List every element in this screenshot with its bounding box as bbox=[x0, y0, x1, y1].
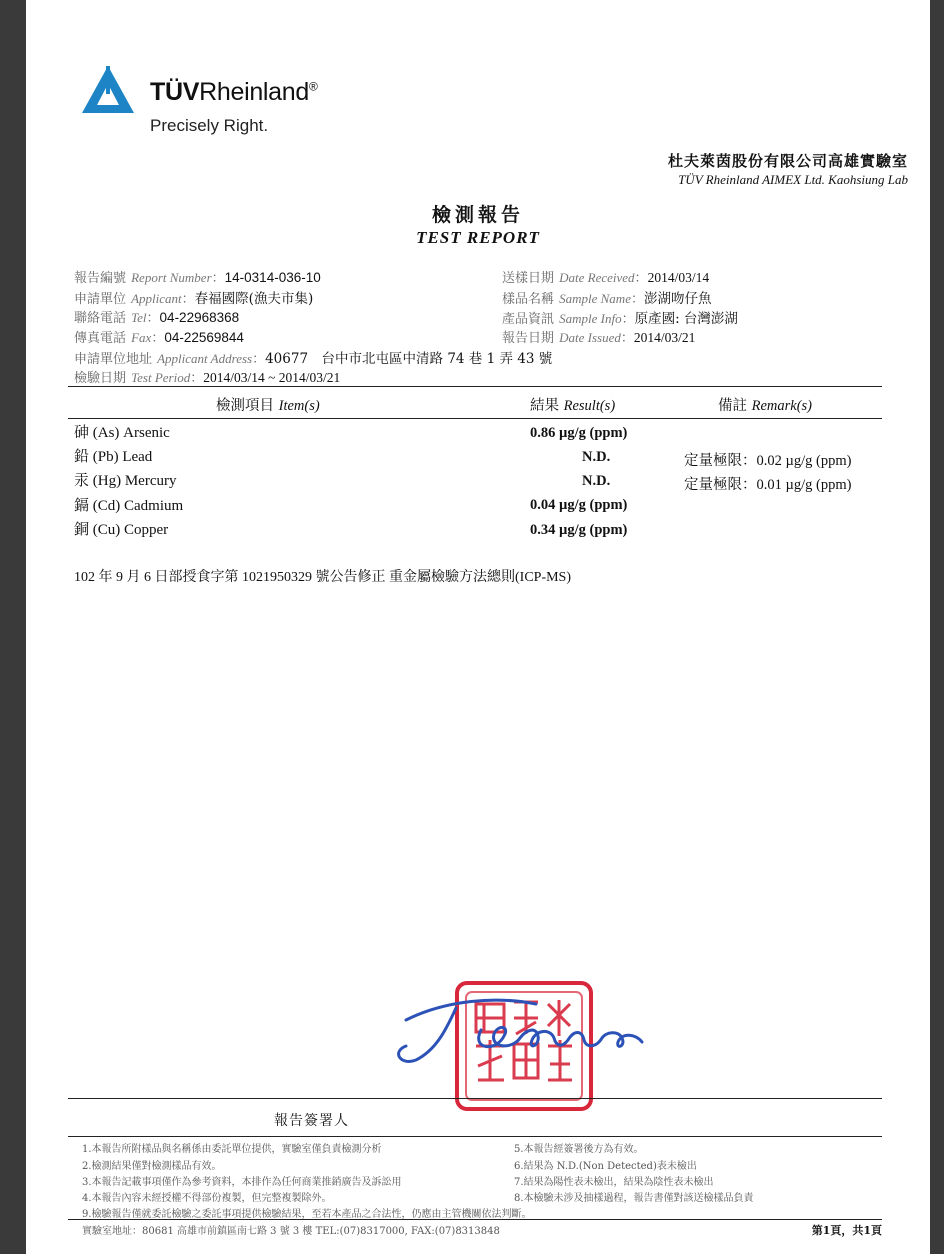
tuv-logo bbox=[80, 64, 136, 120]
table-row-result: N.D. bbox=[582, 473, 611, 489]
row-item: 鉛 (Pb) Lead bbox=[74, 449, 153, 465]
table-row bbox=[74, 445, 152, 466]
note-left: 9.檢驗報告僅就委託檢驗之委託事項提供檢驗結果，至若本產品之合法性，仍應由主管機關依法判斷。 bbox=[82, 1209, 532, 1220]
info-sample-info: 產品資訊 Sample Info：原產國: 台灣澎湖 bbox=[502, 311, 738, 327]
header-remark: 備註 Remark(s) bbox=[718, 398, 813, 414]
table-header-rule bbox=[68, 418, 882, 419]
note-right: 8.本檢驗未涉及抽樣過程，報告書僅對該送檢樣品負責 bbox=[514, 1193, 754, 1204]
brand-bold: TÜV bbox=[150, 78, 200, 106]
row-item: 汞 (Hg) Mercury bbox=[74, 473, 177, 489]
info-sample-name: 樣品名稱 Sample Name：澎湖吻仔魚 bbox=[502, 291, 712, 307]
table-row-remark: 定量極限：0.01 µg/g (ppm) bbox=[684, 477, 852, 493]
registered-mark: ® bbox=[309, 79, 318, 94]
info-test-period: 檢驗日期 Test Period：2014/03/14 ~ 2014/03/21 bbox=[74, 370, 341, 386]
note-right: 7.結果為陽性表未檢出，結果為陰性表未檢出 bbox=[514, 1177, 714, 1188]
test-method: 102 年 9 月 6 日部授食字第 1021950329 號公告修正 重金屬檢驗方法總則(ICP-MS) bbox=[74, 570, 572, 585]
signatory-rule bbox=[68, 1098, 882, 1099]
header-result: 結果 Result(s) bbox=[530, 398, 616, 414]
lab-name-zh: 杜夫萊茵股份有限公司高雄實驗室 bbox=[667, 152, 908, 170]
info-report-number: 報告編號 Report Number：14-0314-036-10 bbox=[74, 270, 321, 286]
note-right: 6.結果為 N.D.(Non Detected)表未檢出 bbox=[514, 1161, 697, 1172]
info-tel: 聯絡電話 Tel：04-22968368 bbox=[74, 310, 240, 326]
table-row bbox=[74, 494, 183, 515]
table-row-result: 0.04 µg/g (ppm) bbox=[530, 497, 628, 513]
handwritten-signature bbox=[386, 990, 646, 1084]
brand-tagline: Precisely Right. bbox=[150, 116, 269, 135]
table-row bbox=[74, 469, 176, 490]
table-row bbox=[74, 421, 170, 442]
note-left: 4.本報告內容未經授權不得部份複製，但完整複製除外。 bbox=[82, 1193, 332, 1204]
row-item: 鎘 (Cd) Cadmium bbox=[74, 498, 184, 514]
report-page bbox=[26, 0, 930, 1254]
row-item: 砷 (As) Arsenic bbox=[74, 425, 170, 441]
table-row bbox=[74, 518, 168, 539]
info-date-received: 送樣日期 Date Received：2014/03/14 bbox=[502, 270, 710, 286]
note-left: 1.本報告所附樣品與名稱係由委託單位提供，實驗室僅負責檢測分析 bbox=[82, 1144, 382, 1155]
info-applicant: 申請單位 Applicant：春福國際(漁夫市集) bbox=[74, 291, 314, 307]
info-address: 申請單位地址 Applicant Address：40677 台中市北屯區中清路 74 巷 1 弄 43 號 bbox=[74, 351, 553, 367]
table-top-rule bbox=[68, 386, 882, 387]
table-row-result: 0.86 µg/g (ppm) bbox=[530, 425, 628, 441]
signatory-label: 報告簽署人 bbox=[274, 1113, 349, 1129]
table-row-remark: 定量極限：0.02 µg/g (ppm) bbox=[684, 453, 852, 469]
footer-rule bbox=[68, 1219, 882, 1220]
note-right: 5.本報告經簽署後方為有效。 bbox=[514, 1144, 644, 1155]
lab-name-en: TÜV Rheinland AIMEX Ltd. Kaohsiung Lab bbox=[678, 172, 908, 187]
page-number: 第1頁，共1頁 bbox=[811, 1224, 882, 1237]
title-en: TEST REPORT bbox=[416, 228, 540, 247]
info-fax: 傳真電話 Fax：04-22569844 bbox=[74, 330, 244, 346]
header-item: 檢測項目 Item(s) bbox=[216, 398, 320, 414]
brand-name bbox=[150, 78, 318, 107]
note-left: 3.本報告記載事項僅作為參考資料，本排作為任何商業推銷廣告及訴訟用 bbox=[82, 1177, 402, 1188]
notes-top-rule bbox=[68, 1136, 882, 1137]
brand-rest: Rheinland bbox=[199, 78, 309, 106]
row-item: 銅 (Cu) Copper bbox=[74, 522, 169, 538]
info-date-issued: 報告日期 Date Issued：2014/03/21 bbox=[502, 330, 696, 346]
table-row-result: 0.34 µg/g (ppm) bbox=[530, 522, 628, 538]
note-left: 2.檢測結果僅對檢測樣品有效。 bbox=[82, 1161, 222, 1172]
lab-address: 實驗室地址：80681 高雄市前鎮區南七路 3 號 3 樓 TEL:(07)8317000, FAX:(07)8313848 bbox=[82, 1226, 500, 1237]
title-zh: 檢測報告 bbox=[431, 204, 524, 226]
table-row-result: N.D. bbox=[582, 449, 611, 465]
tuv-triangle-icon bbox=[80, 64, 136, 116]
